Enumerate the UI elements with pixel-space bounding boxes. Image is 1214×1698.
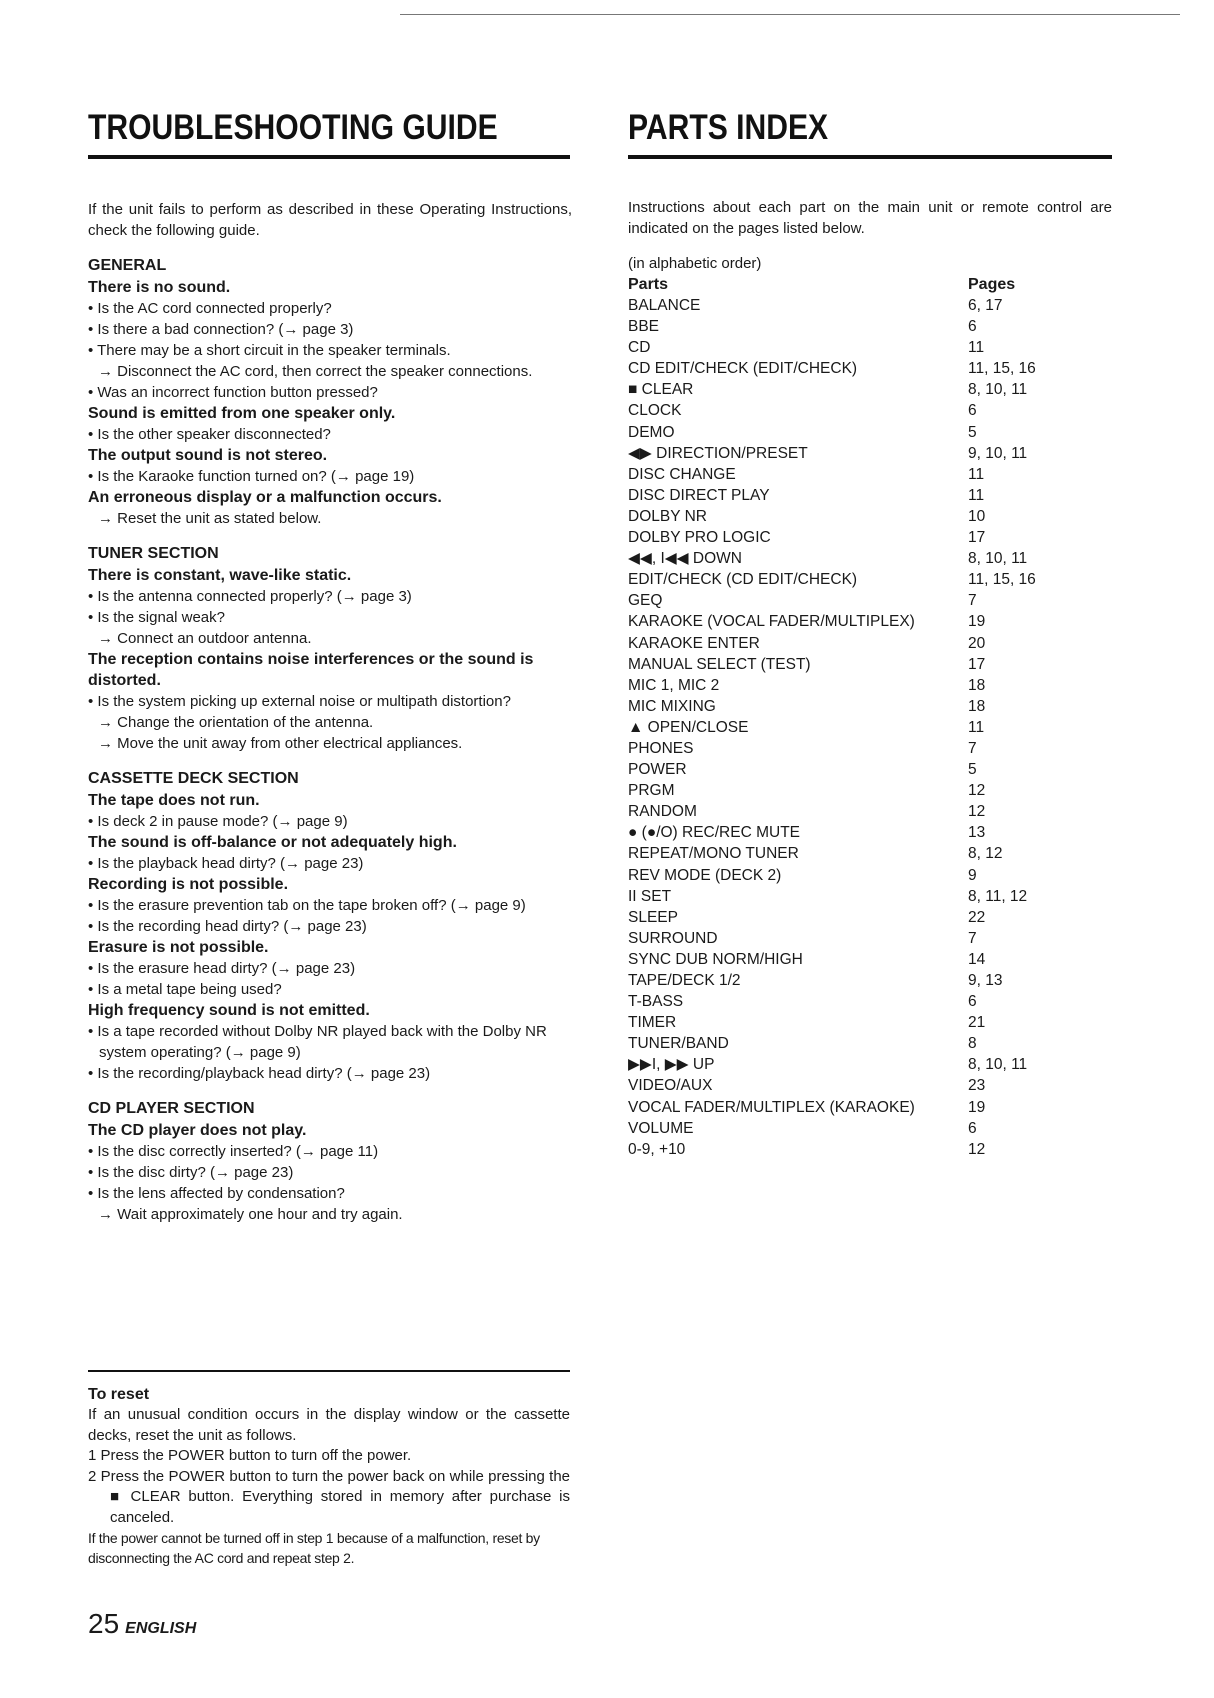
parts-index-row <box>628 865 1036 886</box>
parts-index-row <box>628 611 1036 632</box>
parts-index-row <box>628 675 1036 696</box>
section-heading: CASSETTE DECK SECTION <box>88 770 299 787</box>
part-name: SLEEP <box>628 908 678 926</box>
parts-index-row <box>628 717 1036 738</box>
part-pages: 10 <box>968 507 986 525</box>
part-pages: 19 <box>968 1098 986 1116</box>
check-item: • Is the antenna connected properly? (→ page 3) <box>88 588 412 605</box>
part-pages: 9 <box>968 866 977 884</box>
parts-index-row <box>628 886 1036 907</box>
parts-index-row <box>628 358 1036 379</box>
check-item: • Is the disc dirty? (→ page 23) <box>88 1164 294 1181</box>
check-item: • Is the erasure head dirty? (→ page 23) <box>88 960 356 977</box>
problem-heading: Erasure is not possible. <box>88 939 269 956</box>
part-pages: 11 <box>968 718 985 736</box>
part-pages: 6, 17 <box>968 297 1003 314</box>
parts-index-row <box>628 1097 1036 1118</box>
part-name: ● (●/O) REC/REC MUTE <box>628 824 800 842</box>
parts-index-row <box>628 970 1036 991</box>
problem-heading: There is no sound. <box>88 279 231 296</box>
reset-title: To reset <box>88 1386 150 1403</box>
top-decorative-rule <box>400 14 1180 15</box>
parts-index-row <box>628 907 1036 928</box>
parts-index-row <box>628 1054 1036 1075</box>
part-name: BBE <box>628 318 660 336</box>
part-pages: 9, 13 <box>968 972 1003 989</box>
check-item: • Is the lens affected by condensation? <box>88 1185 345 1202</box>
remedy-item: → Connect an outdoor antenna. <box>98 630 312 647</box>
part-pages: 6 <box>968 402 977 420</box>
part-pages: 20 <box>968 634 986 652</box>
troubleshooting-title-rule <box>88 155 570 159</box>
part-name: PHONES <box>628 739 694 757</box>
parts-index-row <box>628 1075 1036 1096</box>
parts-index-row <box>628 928 1036 949</box>
reset-step-2: 2 Press the POWER button to turn the power back on while pressing the ■ CLEAR button. Everything stored in memory after purchase is canceled. <box>88 1467 570 1526</box>
pages-column-header: Pages <box>968 276 1016 293</box>
part-name: DISC DIRECT PLAY <box>628 486 770 504</box>
part-name: SYNC DUB NORM/HIGH <box>628 950 803 968</box>
parts-index-row <box>628 485 1036 506</box>
part-pages: 13 <box>968 824 986 842</box>
remedy-item: → Reset the unit as stated below. <box>98 510 322 527</box>
check-item: • Is the signal weak? <box>88 609 225 626</box>
check-item: • Is the Karaoke function turned on? (→ page 19) <box>88 468 415 485</box>
part-name: ▲ OPEN/CLOSE <box>628 718 749 736</box>
problem-heading: The tape does not run. <box>88 792 260 809</box>
part-pages: 8, 10, 11 <box>968 381 1028 399</box>
parts-index-row <box>628 633 1036 654</box>
reset-step-1: 1 Press the POWER button to turn off the power. <box>88 1447 412 1464</box>
check-item: • Is there a bad connection? (→ page 3) <box>88 321 354 338</box>
part-name: DOLBY NR <box>628 507 707 525</box>
part-name: EDIT/CHECK (CD EDIT/CHECK) <box>628 571 858 589</box>
reset-box <box>88 1370 570 1568</box>
part-name: TUNER/BAND <box>628 1035 729 1053</box>
troubleshooting-section <box>88 543 572 754</box>
parts-index-row <box>628 422 1036 443</box>
part-name: DEMO <box>628 423 675 441</box>
page-footer <box>88 1608 196 1640</box>
troubleshooting-title: TROUBLESHOOTING GUIDE <box>88 108 498 147</box>
parts-index-row <box>628 569 1036 590</box>
parts-index-row <box>628 506 1036 527</box>
part-pages: 19 <box>968 613 986 631</box>
troubleshooting-section <box>88 768 572 1084</box>
part-name: ◀▶ DIRECTION/PRESET <box>628 444 808 462</box>
parts-index-row <box>628 654 1036 675</box>
parts-index-row <box>628 464 1036 485</box>
part-name: CD <box>628 339 651 357</box>
language-label: ENGLISH <box>125 1620 197 1637</box>
troubleshooting-section <box>88 255 572 529</box>
part-name: KARAOKE (VOCAL FADER/MULTIPLEX) <box>628 613 915 631</box>
remedy-item: → Change the orientation of the antenna. <box>98 714 374 731</box>
parts-index-row <box>628 696 1036 717</box>
part-pages: 6 <box>968 1119 977 1137</box>
part-pages: 12 <box>968 782 986 800</box>
parts-index-row <box>628 316 1036 337</box>
parts-index-title-rule <box>628 155 1112 159</box>
reset-note: If the power cannot be turned off in step 1 because of a malfunction, reset by disconnecting the AC cord and repeat step 2. <box>88 1530 540 1566</box>
part-pages: 12 <box>968 1140 986 1158</box>
section-heading: GENERAL <box>88 257 167 274</box>
part-pages: 17 <box>968 655 986 673</box>
parts-index-row <box>628 1033 1036 1054</box>
parts-index-row <box>628 337 1036 358</box>
part-name: II SET <box>628 887 672 905</box>
parts-index-row <box>628 1118 1036 1139</box>
part-pages: 5 <box>968 761 977 779</box>
parts-index-row <box>628 379 1036 400</box>
parts-index-row <box>628 780 1036 801</box>
troubleshooting-section <box>88 1098 572 1225</box>
part-pages: 22 <box>968 908 986 926</box>
part-name: REV MODE (DECK 2) <box>628 866 782 884</box>
remedy-item: → Wait approximately one hour and try again. <box>98 1206 403 1223</box>
reset-intro: If an unusual condition occurs in the display window or the cassette decks, reset the unit as follows. <box>88 1406 570 1444</box>
part-name: VOCAL FADER/MULTIPLEX (KARAOKE) <box>628 1098 915 1116</box>
part-pages: 8, 10, 11 <box>968 1056 1028 1074</box>
part-name: GEQ <box>628 592 663 610</box>
troubleshooting-intro: If the unit fails to perform as described in these Operating Instructions, check the following guide. <box>88 201 572 239</box>
part-pages: 18 <box>968 676 986 694</box>
part-pages: 7 <box>968 592 977 610</box>
parts-index-row <box>628 443 1036 464</box>
part-name: T-BASS <box>628 993 684 1011</box>
part-pages: 11 <box>968 486 985 504</box>
parts-index-row <box>628 949 1036 970</box>
check-item: • Is a tape recorded without Dolby NR played back with the Dolby NR system operating? (→ page 9) <box>88 1023 547 1061</box>
part-name: ■ CLEAR <box>628 381 694 399</box>
problem-heading: There is constant, wave-like static. <box>88 567 352 584</box>
part-name: MANUAL SELECT (TEST) <box>628 655 811 673</box>
problem-heading: Sound is emitted from one speaker only. <box>88 405 396 422</box>
part-name: ▶▶I, ▶▶ UP <box>628 1056 715 1074</box>
parts-index-row <box>628 843 1036 864</box>
part-name: PRGM <box>628 782 675 800</box>
check-item: • Is a metal tape being used? <box>88 981 282 998</box>
parts-column-header: Parts <box>628 276 669 293</box>
part-pages: 23 <box>968 1077 986 1095</box>
parts-index-row <box>628 548 1036 569</box>
part-pages: 11 <box>968 465 985 483</box>
parts-index-row <box>628 759 1036 780</box>
part-name: MIC 1, MIC 2 <box>628 676 720 694</box>
problem-heading: The sound is off-balance or not adequately high. <box>88 834 457 851</box>
part-name: KARAOKE ENTER <box>628 634 760 652</box>
part-pages: 8, 12 <box>968 845 1003 863</box>
troubleshooting-column <box>88 108 572 1225</box>
part-pages: 6 <box>968 993 977 1011</box>
check-item: • There may be a short circuit in the speaker terminals. <box>88 342 451 359</box>
part-pages: 9, 10, 11 <box>968 444 1028 462</box>
part-name: SURROUND <box>628 929 718 947</box>
problem-heading: The output sound is not stereo. <box>88 447 328 464</box>
part-pages: 7 <box>968 929 977 947</box>
parts-index-rows <box>628 295 1036 1160</box>
check-item: • Was an incorrect function button pressed? <box>88 384 378 401</box>
parts-index-row <box>628 991 1036 1012</box>
part-name: VIDEO/AUX <box>628 1077 713 1095</box>
part-name: BALANCE <box>628 297 701 314</box>
check-item: • Is the other speaker disconnected? <box>88 426 331 443</box>
part-name: MIC MIXING <box>628 697 716 715</box>
problem-heading: An erroneous display or a malfunction occurs. <box>88 489 442 506</box>
part-name: CD EDIT/CHECK (EDIT/CHECK) <box>628 360 858 378</box>
part-name: TIMER <box>628 1014 677 1032</box>
parts-index-row <box>628 1012 1036 1033</box>
part-pages: 8, 10, 11 <box>968 550 1028 568</box>
problem-heading: High frequency sound is not emitted. <box>88 1002 370 1019</box>
page-number: 25 <box>88 1608 120 1639</box>
check-item: • Is the playback head dirty? (→ page 23) <box>88 855 364 872</box>
part-name: DOLBY PRO LOGIC <box>628 529 771 547</box>
parts-index-header-row <box>628 274 1036 295</box>
part-pages: 21 <box>968 1014 986 1032</box>
check-item: • Is the AC cord connected properly? <box>88 300 332 317</box>
section-heading: TUNER SECTION <box>88 545 219 562</box>
parts-index-row <box>628 527 1036 548</box>
parts-index-row <box>628 822 1036 843</box>
part-pages: 11, 15, 16 <box>968 571 1036 589</box>
reset-rule <box>88 1370 570 1372</box>
part-name: ◀◀, I◀◀ DOWN <box>628 550 742 568</box>
part-pages: 8 <box>968 1035 977 1053</box>
part-pages: 7 <box>968 739 977 757</box>
part-pages: 6 <box>968 318 977 336</box>
part-name: RANDOM <box>628 803 697 821</box>
troubleshooting-sections <box>88 255 572 1225</box>
part-name: VOLUME <box>628 1119 694 1137</box>
part-pages: 14 <box>968 950 986 968</box>
problem-heading: Recording is not possible. <box>88 876 289 893</box>
check-item: • Is the disc correctly inserted? (→ page 11) <box>88 1143 379 1160</box>
parts-index-order-note: (in alphabetic order) <box>628 255 762 272</box>
part-name: 0-9, +10 <box>628 1140 686 1158</box>
parts-index-intro: Instructions about each part on the main unit or remote control are indicated on the pages listed below. <box>628 199 1112 237</box>
check-item: • Is the erasure prevention tab on the tape broken off? (→ page 9) <box>88 897 526 914</box>
part-name: CLOCK <box>628 402 682 420</box>
check-item: • Is the recording head dirty? (→ page 23) <box>88 918 367 935</box>
parts-index-column <box>628 108 1112 1160</box>
section-heading: CD PLAYER SECTION <box>88 1100 255 1117</box>
part-name: TAPE/DECK 1/2 <box>628 972 741 989</box>
part-name: REPEAT/MONO TUNER <box>628 845 799 863</box>
check-item: • Is deck 2 in pause mode? (→ page 9) <box>88 813 348 830</box>
parts-index-row <box>628 400 1036 421</box>
parts-index-row <box>628 801 1036 822</box>
check-item: • Is the recording/playback head dirty? (→ page 23) <box>88 1065 431 1082</box>
part-pages: 11 <box>968 339 985 357</box>
part-pages: 5 <box>968 423 977 441</box>
parts-index-row <box>628 738 1036 759</box>
part-name: DISC CHANGE <box>628 465 736 483</box>
problem-heading: The CD player does not play. <box>88 1122 307 1139</box>
parts-index-row <box>628 295 1036 316</box>
check-item: • Is the system picking up external noise or multipath distortion? <box>88 693 511 710</box>
part-pages: 11, 15, 16 <box>968 360 1036 378</box>
part-name: POWER <box>628 761 687 779</box>
remedy-item: → Disconnect the AC cord, then correct the speaker connections. <box>98 363 533 380</box>
part-pages: 8, 11, 12 <box>968 887 1028 905</box>
problem-heading: The reception contains noise interferences or the sound is distorted. <box>88 651 534 689</box>
part-pages: 17 <box>968 529 986 547</box>
part-pages: 18 <box>968 697 986 715</box>
parts-index-title: PARTS INDEX <box>628 108 829 147</box>
parts-index-row <box>628 590 1036 611</box>
parts-index-row <box>628 1139 1036 1160</box>
part-pages: 12 <box>968 803 986 821</box>
remedy-item: → Move the unit away from other electrical appliances. <box>98 735 463 752</box>
parts-index-table <box>628 274 1036 1160</box>
